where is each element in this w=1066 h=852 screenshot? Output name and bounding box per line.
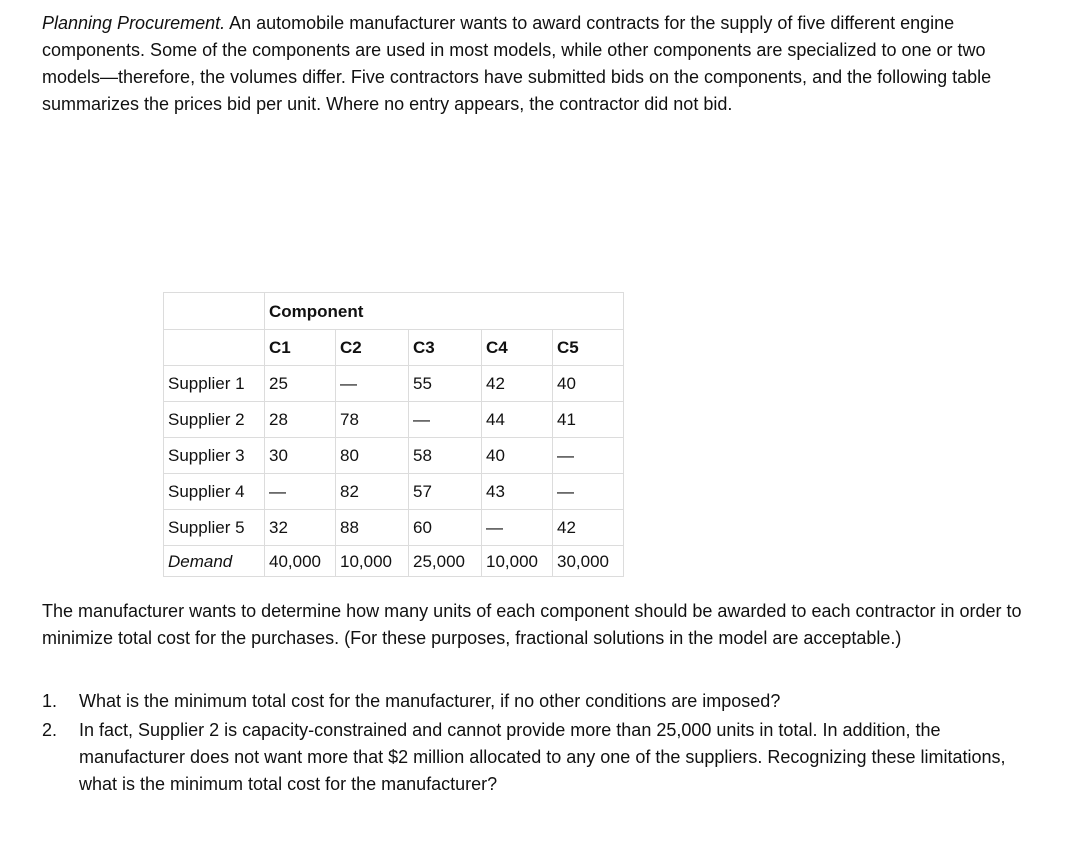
- demand-cell: 10,000: [336, 546, 409, 577]
- bid-table: [163, 292, 624, 577]
- table-cell: 80: [336, 438, 409, 474]
- row-label: Supplier 4: [164, 474, 265, 510]
- demand-label: Demand: [164, 546, 265, 577]
- column-header-c2: C2: [336, 330, 409, 366]
- table-cell: —: [553, 438, 624, 474]
- problem-intro-text: An automobile manufacturer wants to award contracts for the supply of five different engine components. Some of the components are used in most models, while other components are specialized to one or two models—therefore, the volumes differ. Five contractors have submitted bids on the components, and the following table summarizes the prices bid per unit. Where no entry appears, the contractor did not bid.: [42, 13, 992, 114]
- column-header-row: [164, 330, 624, 366]
- table-row: [164, 438, 624, 474]
- table-row: [164, 510, 624, 546]
- table-cell: 25: [265, 366, 336, 402]
- column-header-c4: C4: [482, 330, 553, 366]
- question-item: [42, 717, 1032, 798]
- question-number: 2.: [42, 720, 58, 740]
- table-cell: —: [482, 510, 553, 546]
- row-label: Supplier 2: [164, 402, 265, 438]
- table-cell: 41: [553, 402, 624, 438]
- empty-cell: [164, 330, 265, 366]
- empty-corner-cell: [164, 293, 265, 330]
- table-cell: 44: [482, 402, 553, 438]
- table-cell: 42: [482, 366, 553, 402]
- table-row: [164, 402, 624, 438]
- table-cell: 55: [409, 366, 482, 402]
- table-cell: 82: [336, 474, 409, 510]
- column-header-c1: C1: [265, 330, 336, 366]
- demand-cell: 40,000: [265, 546, 336, 577]
- table-cell: —: [553, 474, 624, 510]
- table-cell: 28: [265, 402, 336, 438]
- table-cell: 78: [336, 402, 409, 438]
- demand-row: [164, 546, 624, 577]
- question-item: [42, 688, 1032, 715]
- column-header-c3: C3: [409, 330, 482, 366]
- table-cell: 43: [482, 474, 553, 510]
- table-row: [164, 366, 624, 402]
- table-cell: 32: [265, 510, 336, 546]
- table-cell: —: [409, 402, 482, 438]
- demand-cell: 10,000: [482, 546, 553, 577]
- table-cell: 40: [482, 438, 553, 474]
- problem-title: Planning Procurement.: [42, 13, 226, 33]
- row-label: Supplier 1: [164, 366, 265, 402]
- table-row: [164, 474, 624, 510]
- question-list: [42, 688, 1032, 800]
- demand-cell: 25,000: [409, 546, 482, 577]
- table-cell: 42: [553, 510, 624, 546]
- table-cell: 88: [336, 510, 409, 546]
- table-cell: 30: [265, 438, 336, 474]
- table-cell: 58: [409, 438, 482, 474]
- row-label: Supplier 3: [164, 438, 265, 474]
- column-header-c5: C5: [553, 330, 624, 366]
- component-header: Component: [265, 293, 624, 330]
- table-cell: 40: [553, 366, 624, 402]
- row-label: Supplier 5: [164, 510, 265, 546]
- table-cell: 60: [409, 510, 482, 546]
- table-cell: —: [336, 366, 409, 402]
- question-text: What is the minimum total cost for the manufacturer, if no other conditions are imposed?: [79, 691, 781, 711]
- problem-intro: [42, 10, 1042, 118]
- table-cell: 57: [409, 474, 482, 510]
- objective-paragraph: The manufacturer wants to determine how many units of each component should be awarded to each contractor in order to minimize total cost for the purchases. (For these purposes, fractional solutions in the model are acceptable.): [42, 601, 1022, 648]
- table-cell: —: [265, 474, 336, 510]
- component-header-row: [164, 293, 624, 330]
- question-number: 1.: [42, 691, 58, 711]
- question-text: In fact, Supplier 2 is capacity-constrained and cannot provide more than 25,000 units in total. In addition, the manufacturer does not want more that $2 million allocated to any one of the suppliers. Recognizing these limitations, what is the minimum total cost for the manufacturer?: [79, 720, 1006, 794]
- demand-cell: 30,000: [553, 546, 624, 577]
